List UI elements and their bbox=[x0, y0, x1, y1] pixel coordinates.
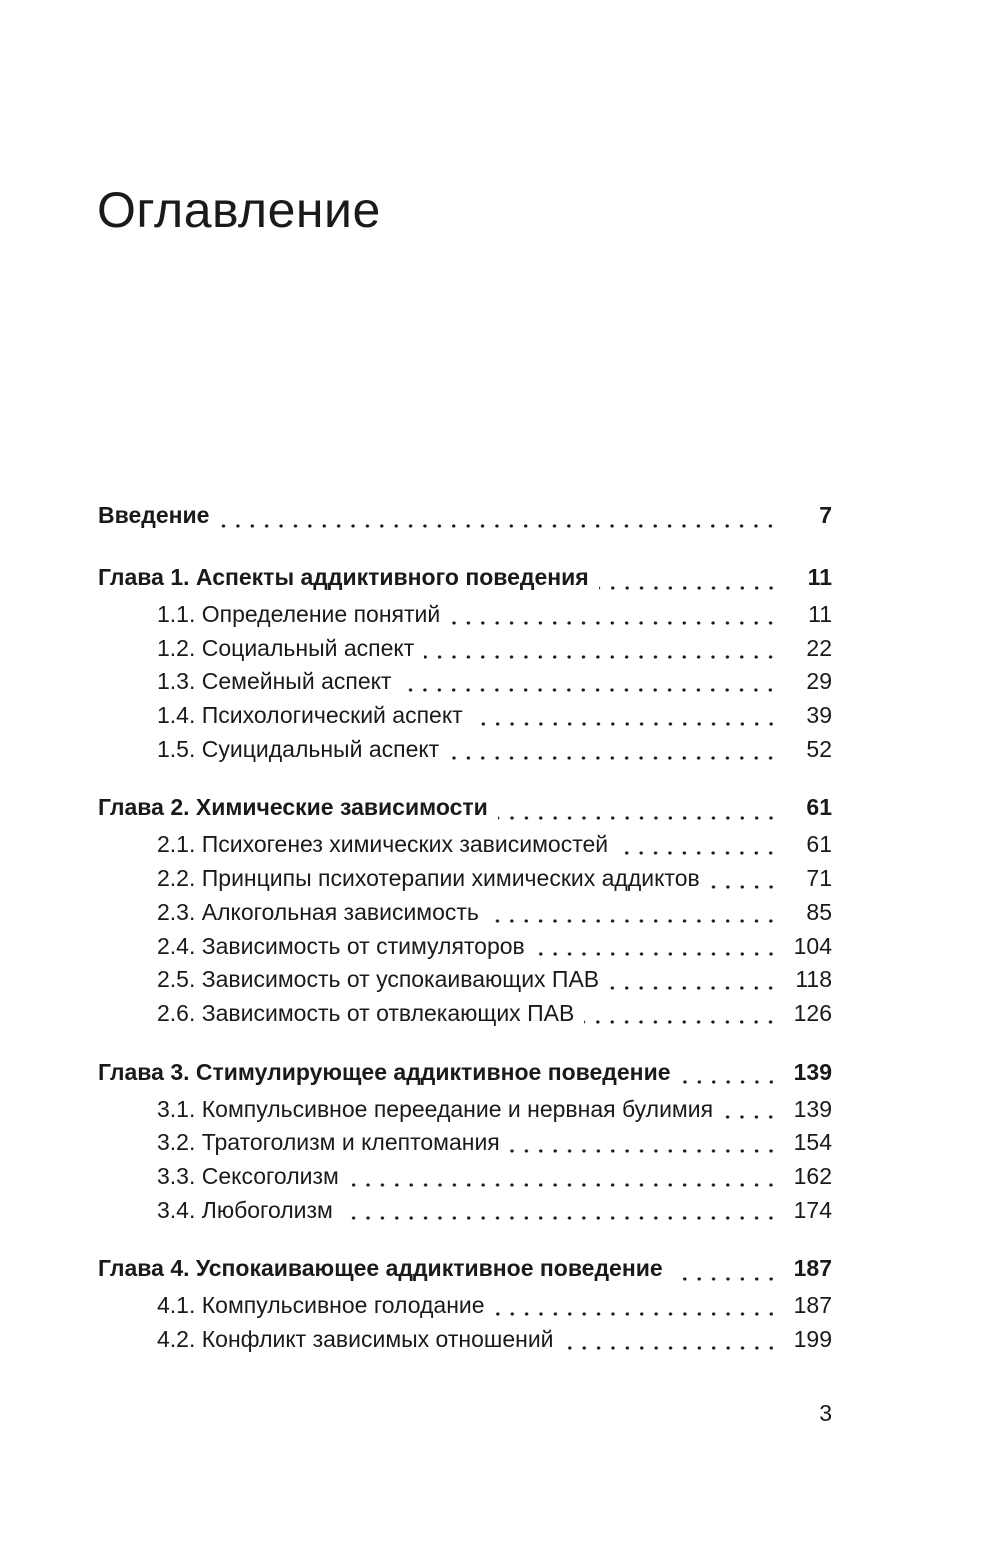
toc-section-entry[interactable] bbox=[98, 1289, 832, 1323]
entry-title: 4.1. Компульсивное голодание bbox=[157, 1292, 485, 1319]
entry-title: 4.2. Конфликт зависимых отношений bbox=[157, 1326, 554, 1352]
dot-leader bbox=[723, 1115, 778, 1119]
entry-page-number: 52 bbox=[806, 735, 832, 762]
entry-page-number: 71 bbox=[806, 865, 832, 892]
entry-title: Введение bbox=[98, 502, 210, 528]
entry-title: 2.5. Зависимость от успокаивающих ПАВ bbox=[157, 966, 600, 993]
entry-page-number: 139 bbox=[793, 1095, 832, 1122]
toc-chapter-entry[interactable] bbox=[98, 791, 832, 828]
dot-leader bbox=[599, 586, 778, 590]
toc-section-entry[interactable] bbox=[98, 896, 832, 930]
table-of-contents bbox=[98, 499, 832, 1357]
entry-title: 1.4. Психологический аспект bbox=[157, 702, 463, 729]
page-number: 3 bbox=[819, 1400, 832, 1426]
toc-section-entry[interactable] bbox=[98, 733, 832, 767]
toc-chapter-entry[interactable] bbox=[98, 1056, 832, 1093]
entry-title: 3.4. Любоголизм bbox=[157, 1196, 333, 1223]
entry-page-number: 104 bbox=[793, 932, 832, 959]
entry-page-number: 61 bbox=[806, 831, 832, 858]
toc-section-entry[interactable] bbox=[98, 1126, 832, 1160]
toc-section-entry[interactable] bbox=[98, 963, 832, 997]
dot-leader bbox=[535, 952, 778, 956]
toc-section-entry[interactable] bbox=[98, 1093, 832, 1127]
dot-leader bbox=[710, 885, 778, 889]
toc-section-entry[interactable] bbox=[98, 997, 832, 1031]
entry-title: 3.2. Тратоголизм и клептомания bbox=[157, 1129, 500, 1156]
entry-title: 2.3. Алкогольная зависимость bbox=[157, 898, 479, 925]
toc-section-entry[interactable] bbox=[98, 598, 832, 632]
entry-page-number: 139 bbox=[793, 1058, 832, 1085]
entry-title: Глава 3. Стимулирующее аддиктивное поведение bbox=[98, 1058, 671, 1085]
toc-section-entry[interactable] bbox=[98, 1160, 832, 1194]
entry-title: 2.1. Психогенез химических зависимостей bbox=[157, 831, 609, 858]
toc-chapter-entry[interactable] bbox=[98, 561, 832, 598]
dot-leader bbox=[343, 1216, 778, 1220]
entry-page-number: 187 bbox=[793, 1255, 832, 1282]
dot-leader bbox=[401, 688, 778, 692]
entry-title: 2.6. Зависимость от отвлекающих ПАВ bbox=[157, 999, 575, 1026]
entry-page-number: 162 bbox=[793, 1162, 832, 1189]
entry-title: 1.5. Суицидальный аспект bbox=[157, 735, 440, 762]
dot-leader bbox=[498, 816, 778, 820]
entry-page-number: 187 bbox=[793, 1292, 832, 1319]
dot-leader bbox=[349, 1183, 778, 1187]
entry-page-number: 174 bbox=[793, 1196, 832, 1223]
toc-section-entry[interactable] bbox=[98, 1194, 832, 1228]
dot-leader bbox=[449, 756, 778, 760]
toc-section-entry[interactable] bbox=[98, 632, 832, 666]
entry-page-number: 61 bbox=[806, 794, 832, 821]
entry-page-number: 85 bbox=[806, 898, 832, 925]
entry-page-number: 39 bbox=[806, 702, 832, 729]
page-title: Оглавление bbox=[97, 182, 381, 238]
dot-leader bbox=[618, 851, 778, 855]
entry-title: Глава 2. Химические зависимости bbox=[98, 794, 488, 821]
dot-leader bbox=[450, 621, 778, 625]
dot-leader bbox=[673, 1277, 778, 1281]
toc-chapter-entry[interactable] bbox=[98, 1252, 832, 1289]
dot-leader bbox=[219, 524, 778, 528]
toc-section-entry[interactable] bbox=[98, 930, 832, 964]
entry-page-number: 199 bbox=[793, 1326, 832, 1352]
dot-leader bbox=[681, 1080, 779, 1084]
dot-leader bbox=[510, 1149, 778, 1153]
toc-chapter-entry[interactable] bbox=[98, 499, 832, 536]
entry-title: 2.4. Зависимость от стимуляторов bbox=[157, 932, 525, 959]
entry-title: 1.3. Семейный аспект bbox=[157, 668, 392, 695]
entry-title: 3.1. Компульсивное переедание и нервная булимия bbox=[157, 1095, 714, 1122]
entry-page-number: 154 bbox=[793, 1129, 832, 1156]
dot-leader bbox=[609, 986, 778, 990]
entry-page-number: 29 bbox=[806, 668, 832, 695]
entry-page-number: 7 bbox=[819, 502, 832, 528]
dot-leader bbox=[495, 1312, 778, 1316]
dot-leader bbox=[489, 919, 778, 923]
dot-leader bbox=[424, 655, 778, 659]
entry-title: 3.3. Сексоголизм bbox=[157, 1162, 339, 1189]
toc-section-entry[interactable] bbox=[98, 665, 832, 699]
entry-title: Глава 1. Аспекты аддиктивного поведения bbox=[98, 564, 589, 590]
toc-section-entry[interactable] bbox=[98, 699, 832, 733]
entry-page-number: 11 bbox=[807, 564, 832, 590]
toc-section-entry[interactable] bbox=[98, 828, 832, 862]
entry-title: Глава 4. Успокаивающее аддиктивное поведение bbox=[98, 1255, 663, 1282]
entry-title: 1.1. Определение понятий bbox=[157, 601, 441, 627]
entry-page-number: 118 bbox=[795, 966, 832, 993]
toc-section-entry[interactable] bbox=[98, 1323, 832, 1357]
dot-leader bbox=[473, 722, 778, 726]
dot-leader bbox=[584, 1020, 778, 1024]
entry-page-number: 11 bbox=[808, 601, 832, 627]
entry-title: 2.2. Принципы психотерапии химических аддиктов bbox=[157, 865, 700, 892]
dot-leader bbox=[564, 1346, 778, 1350]
entry-page-number: 22 bbox=[806, 634, 832, 661]
entry-page-number: 126 bbox=[793, 999, 832, 1026]
toc-section-entry[interactable] bbox=[98, 862, 832, 896]
entry-title: 1.2. Социальный аспект bbox=[157, 634, 415, 661]
